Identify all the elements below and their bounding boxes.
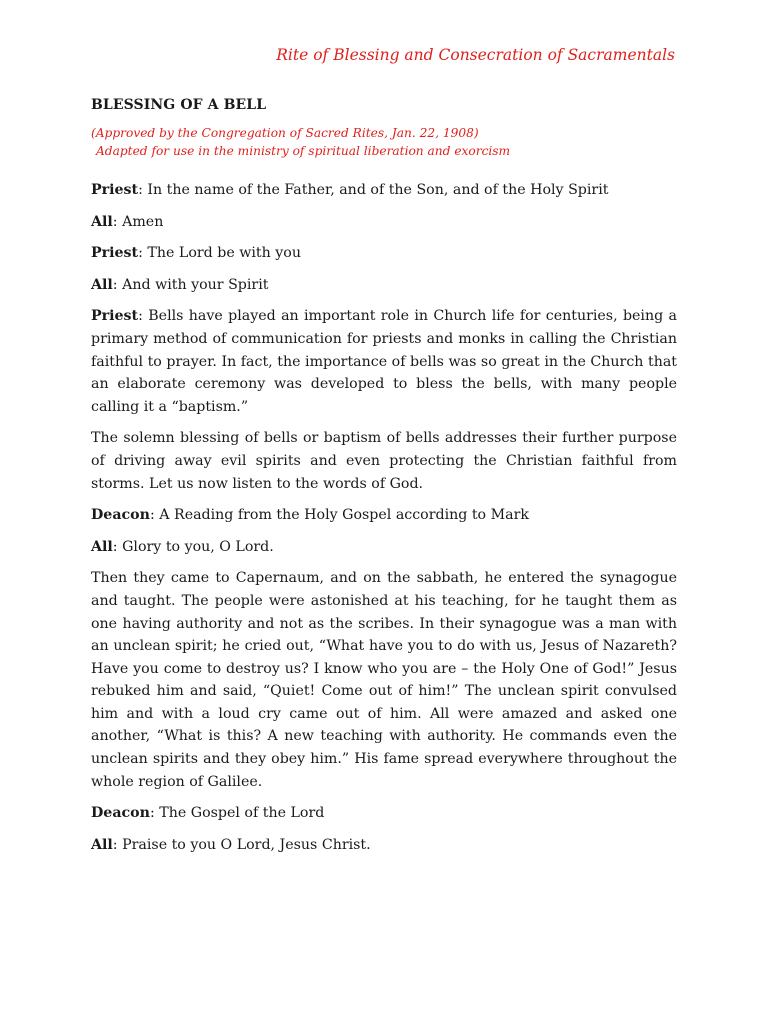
paragraph-priest-introduction: Priest: Bells have played an important role in Church life for centuries, being a primary method of communication for priests and monks in calling the Christian faithful to prayer. In fact, the importance of bells was so great in the Church that an elaborate ceremony was developed to bless the bells, with many people calling it a “baptism.” bbox=[91, 308, 677, 415]
paragraph-priest-invocation: Priest: In the name of the Father, and of the Son, and of the Holy Spirit bbox=[91, 182, 609, 198]
paragraph-text: The Gospel of the Lord bbox=[159, 805, 325, 822]
speaker-label: All bbox=[91, 836, 113, 853]
paragraph-priest-greeting: Priest: The Lord be with you bbox=[91, 245, 301, 262]
paragraph-all-glory: All: Glory to you, O Lord. bbox=[91, 538, 274, 555]
speaker-label: Deacon bbox=[91, 805, 150, 822]
speaker-label: All bbox=[91, 538, 113, 555]
paragraph-text: Glory to you, O Lord. bbox=[122, 538, 274, 555]
running-header: Rite of Blessing and Consecration of Sacramentals bbox=[276, 46, 675, 64]
speaker-label: All bbox=[91, 213, 113, 230]
speaker-label: All bbox=[91, 276, 113, 293]
paragraph-text: Then they came to Capernaum, and on the sabbath, he entered the synagogue and taught. The people were astonished at his teaching, for he taught them as one having authority and not as the scribes. In their synagogue was a man with an unclean spirit; he cried out, “What have you to do with us, Jesus of Nazareth? Have you come to destroy us? I know who you are – the Holy One of God!” Jesus rebuked him and said, “Quiet! Come out of him!” The unclean spirit convulsed him and with a loud cry came out of him. All were amazed and asked one another, “What is this? A new teaching with authority. He commands even the unclean spirits and they obey him.” His fame spread everywhere throughout the whole region of Galilee. bbox=[91, 570, 677, 790]
paragraph-text: The Lord be with you bbox=[147, 245, 301, 262]
liturgy-text bbox=[91, 179, 677, 856]
paragraph-text: Amen bbox=[122, 213, 164, 230]
document-title: BLESSING OF A BELL bbox=[91, 97, 267, 113]
approval-line: (Approved by the Congregation of Sacred Rites, Jan. 22, 1908) bbox=[91, 126, 479, 140]
paragraph-text: In the name of the Father, and of the Son, and of the Holy Spirit bbox=[147, 182, 609, 198]
paragraph-all-amen: All: Amen bbox=[91, 213, 164, 230]
speaker-label: Deacon bbox=[91, 507, 150, 524]
adaptation-line: Adapted for use in the ministry of spiritual liberation and exorcism bbox=[96, 144, 511, 158]
paragraph-all-praise: All: Praise to you O Lord, Jesus Christ. bbox=[91, 836, 371, 853]
speaker-label: Priest bbox=[91, 245, 139, 262]
paragraph-text: A Reading from the Holy Gospel according to Mark bbox=[159, 507, 529, 524]
paragraph-text: The solemn blessing of bells or baptism of bells addresses their further purpose of driving away evil spirits and even protecting the Christian faithful from storms. Let us now listen to the words of God. bbox=[91, 430, 677, 492]
paragraph-all-response: All: And with your Spirit bbox=[91, 276, 269, 293]
document-body bbox=[91, 95, 677, 865]
paragraph-text: Praise to you O Lord, Jesus Christ. bbox=[122, 836, 371, 853]
paragraph-text: Bells have played an important role in Church life for centuries, being a primary method of communication for priests and monks in calling the Christian faithful to prayer. In fact, the importance of bells was so great in the Church that an elaborate ceremony was developed to bless the bells, with many people calling it a “baptism.” bbox=[91, 308, 677, 415]
approval-note bbox=[91, 124, 677, 160]
paragraph-deacon-reading: Deacon: A Reading from the Holy Gospel according to Mark bbox=[91, 507, 529, 524]
paragraph-text: And with your Spirit bbox=[122, 276, 269, 293]
paragraph-solemn-blessing bbox=[91, 427, 677, 495]
speaker-label: Priest bbox=[91, 308, 139, 325]
paragraph-gospel-reading bbox=[91, 567, 677, 793]
speaker-label: Priest bbox=[91, 182, 139, 198]
paragraph-deacon-conclusion: Deacon: The Gospel of the Lord bbox=[91, 805, 325, 822]
